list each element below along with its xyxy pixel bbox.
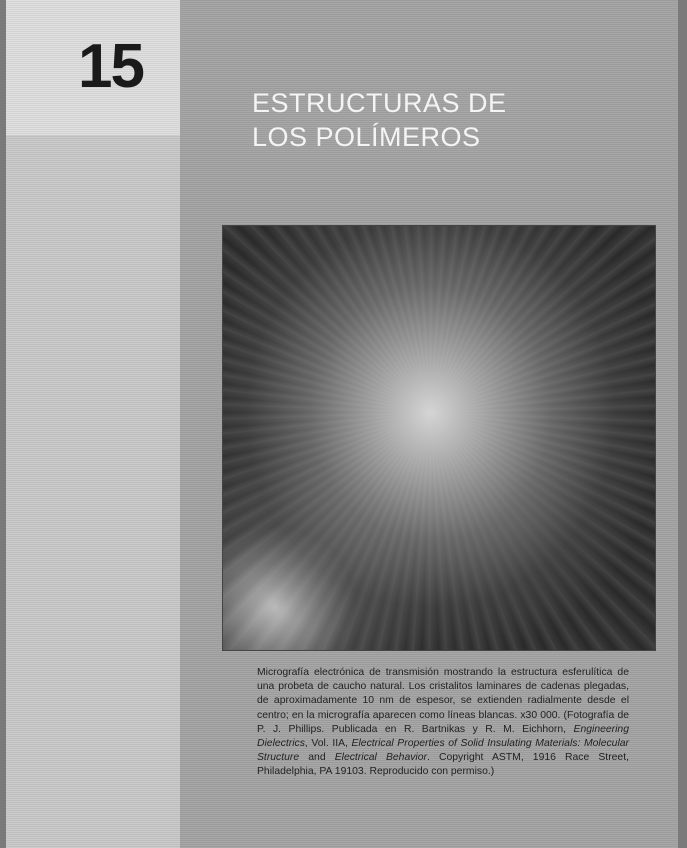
chapter-title: [252, 86, 632, 154]
chapter-title-line-2: LOS POLÍMEROS: [252, 122, 481, 152]
caption-italic-3: Electrical Behavior: [334, 752, 427, 764]
figure-caption: [257, 666, 629, 780]
caption-text-4: . Copyright ASTM, 1916 Race Street, Philadelphia, PA 19103. Reproducido con permiso.): [257, 752, 629, 778]
chapter-number-box: [6, 0, 180, 135]
caption-text-3: and: [299, 752, 335, 764]
micrograph-image: [223, 226, 655, 650]
caption-text-1: Micrografía electrónica de transmisión mostrando la estructura esferulítica de una probeta de caucho natural. Los cristalitos laminares de cadenas plegadas, de aproximadamente 10 nm de espesor, se extienden radialmente desde el centro; en la micrografía aparecen como líneas blancas. x30 000. (Fotografía de P. J. Phillips. Publicada en R. Bartnikas y R. M. Eichhorn,: [257, 667, 629, 735]
caption-italic-1: Engineering Dielectrics: [257, 723, 629, 750]
chapter-number: 15: [78, 32, 143, 101]
caption-text-2: , Vol. IIA,: [304, 738, 352, 750]
caption-italic-2: Electrical Properties of Solid Insulating Materials: Molecular Structure: [257, 738, 629, 764]
chapter-title-line-1: ESTRUCTURAS DE: [252, 88, 507, 118]
